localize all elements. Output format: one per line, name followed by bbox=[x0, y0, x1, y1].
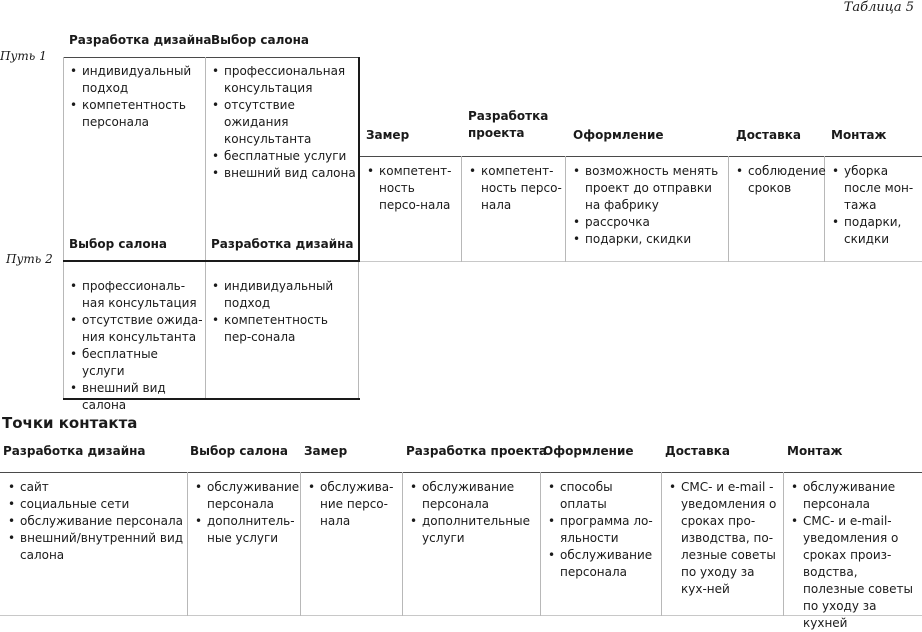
path2-left-border bbox=[63, 262, 64, 400]
tp-design-list bbox=[5, 479, 185, 564]
path2-header-salon: Выбор салона bbox=[69, 237, 168, 251]
shared-header-oformlenie: Оформление bbox=[573, 128, 664, 142]
list-item: • профессиональ-ная консультация bbox=[67, 278, 203, 312]
path2-col-divider bbox=[205, 262, 206, 400]
shared-montazh-list bbox=[829, 163, 921, 248]
tp-header-design: Разработка дизайна bbox=[3, 444, 146, 458]
list-item: • компетент-ность персо-нала bbox=[466, 163, 563, 214]
tp-header-dostavka: Доставка bbox=[665, 444, 730, 458]
tp-divider-2 bbox=[300, 472, 301, 616]
table-caption: Таблица 5 bbox=[843, 0, 914, 15]
tp-header-salon: Выбор салона bbox=[190, 444, 289, 458]
list-item: • индивидуальный подход bbox=[67, 63, 197, 97]
tp-salon-list bbox=[192, 479, 298, 547]
shared-divider-3 bbox=[728, 156, 729, 262]
path2-header-design: Разработка дизайна bbox=[211, 237, 354, 251]
tp-header-oformlenie: Оформление bbox=[543, 444, 634, 458]
shared-proekt-list bbox=[466, 163, 563, 214]
path1-col-divider bbox=[205, 57, 206, 260]
list-item: • обслуживание персонала bbox=[407, 479, 538, 513]
path1-header-salon: Выбор салона bbox=[211, 33, 310, 47]
list-item: • индивидуальный подход bbox=[209, 278, 355, 312]
list-item: • компетент-ность персо-нала bbox=[364, 163, 459, 214]
tp-oformlenie-list bbox=[545, 479, 659, 581]
tp-header-montazh: Монтаж bbox=[787, 444, 843, 458]
shared-header-montazh: Монтаж bbox=[831, 128, 887, 142]
list-item: • рассрочка bbox=[570, 214, 725, 231]
list-item: • обслуживание персонала bbox=[788, 479, 920, 513]
tp-divider-5 bbox=[661, 472, 662, 616]
list-item: • обслуживание персонала bbox=[545, 547, 659, 581]
list-item: • уборка после мон-тажа bbox=[829, 163, 921, 214]
path2-salon-list bbox=[67, 278, 203, 414]
list-item: • СМС- и e-mail-уведомления о сроках произ-водства, полезные советы по уходу за кухней bbox=[788, 513, 920, 632]
path1-label: Путь 1 bbox=[0, 49, 47, 63]
shared-zamer-list bbox=[364, 163, 459, 214]
path2-label: Путь 2 bbox=[6, 252, 53, 266]
list-item: • дополнительные услуги bbox=[407, 513, 538, 547]
shared-header-dostavka: Доставка bbox=[736, 128, 801, 142]
path1-top-line bbox=[63, 57, 359, 58]
tp-divider-4 bbox=[540, 472, 541, 616]
list-item: • бесплатные услуги bbox=[209, 148, 357, 165]
list-item: • программа ло-яльности bbox=[545, 513, 659, 547]
list-item: • отсутствие ожида-ния консультанта bbox=[67, 312, 203, 346]
tp-divider-1 bbox=[187, 472, 188, 616]
list-item: • бесплатные услуги bbox=[67, 346, 203, 380]
shared-top-line bbox=[360, 156, 922, 157]
tp-header-proekt: Разработка проекта bbox=[406, 444, 548, 458]
shared-header-zamer: Замер bbox=[366, 128, 410, 142]
list-item: • внешний вид салона bbox=[67, 380, 203, 414]
list-item: • обслуживание персонала bbox=[5, 513, 185, 530]
list-item: • дополнитель-ные услуги bbox=[192, 513, 298, 547]
list-item: • компетентность персонала bbox=[67, 97, 197, 131]
tp-proekt-list bbox=[407, 479, 538, 547]
tp-montazh-list bbox=[788, 479, 920, 632]
list-item: • соблюдение сроков bbox=[733, 163, 823, 197]
list-item: • внешний/внутренний вид салона bbox=[5, 530, 185, 564]
path2-design-list bbox=[209, 278, 355, 346]
list-item: • способы оплаты bbox=[545, 479, 659, 513]
tp-dostavka-list bbox=[666, 479, 781, 598]
paths-separator bbox=[63, 260, 360, 262]
tp-divider-6 bbox=[783, 472, 784, 616]
shared-dostavka-list bbox=[733, 163, 826, 197]
list-item: • СМС- и e-mail - уведомления о сроках про-изводства, по-лезные советы по уходу за кух-ней bbox=[666, 479, 781, 598]
path1-salon-list bbox=[209, 63, 357, 182]
path2-right-border bbox=[358, 262, 359, 400]
tp-divider-3 bbox=[402, 472, 403, 616]
shared-header-proekt: Разработка проекта bbox=[468, 109, 549, 140]
list-item: • социальные сети bbox=[5, 496, 185, 513]
path1-left-border bbox=[63, 57, 64, 260]
shared-oformlenie-list bbox=[570, 163, 725, 248]
list-item: • подарки, скидки bbox=[570, 231, 725, 248]
tp-header-zamer: Замер bbox=[304, 444, 348, 458]
shared-bottom-line bbox=[360, 261, 922, 262]
list-item: • отсутствие ожидания консультанта bbox=[209, 97, 357, 148]
path1-right-border bbox=[358, 57, 360, 262]
list-item: • обслуживание персонала bbox=[192, 479, 298, 513]
list-item: • профессиональная консультация bbox=[209, 63, 357, 97]
shared-divider-2 bbox=[565, 156, 566, 262]
touchpoints-title: Точки контакта bbox=[2, 414, 138, 432]
path1-design-list bbox=[67, 63, 197, 131]
shared-divider-1 bbox=[461, 156, 462, 262]
list-item: • сайт bbox=[5, 479, 185, 496]
list-item: • возможность менять проект до отправки на фабрику bbox=[570, 163, 725, 214]
path1-header-design: Разработка дизайна bbox=[69, 33, 212, 47]
list-item: • подарки, скидки bbox=[829, 214, 921, 248]
list-item: • обслужива-ние персо-нала bbox=[305, 479, 400, 530]
list-item: • компетентность пер-сонала bbox=[209, 312, 355, 346]
list-item: • внешний вид салона bbox=[209, 165, 357, 182]
tp-zamer-list bbox=[305, 479, 400, 530]
